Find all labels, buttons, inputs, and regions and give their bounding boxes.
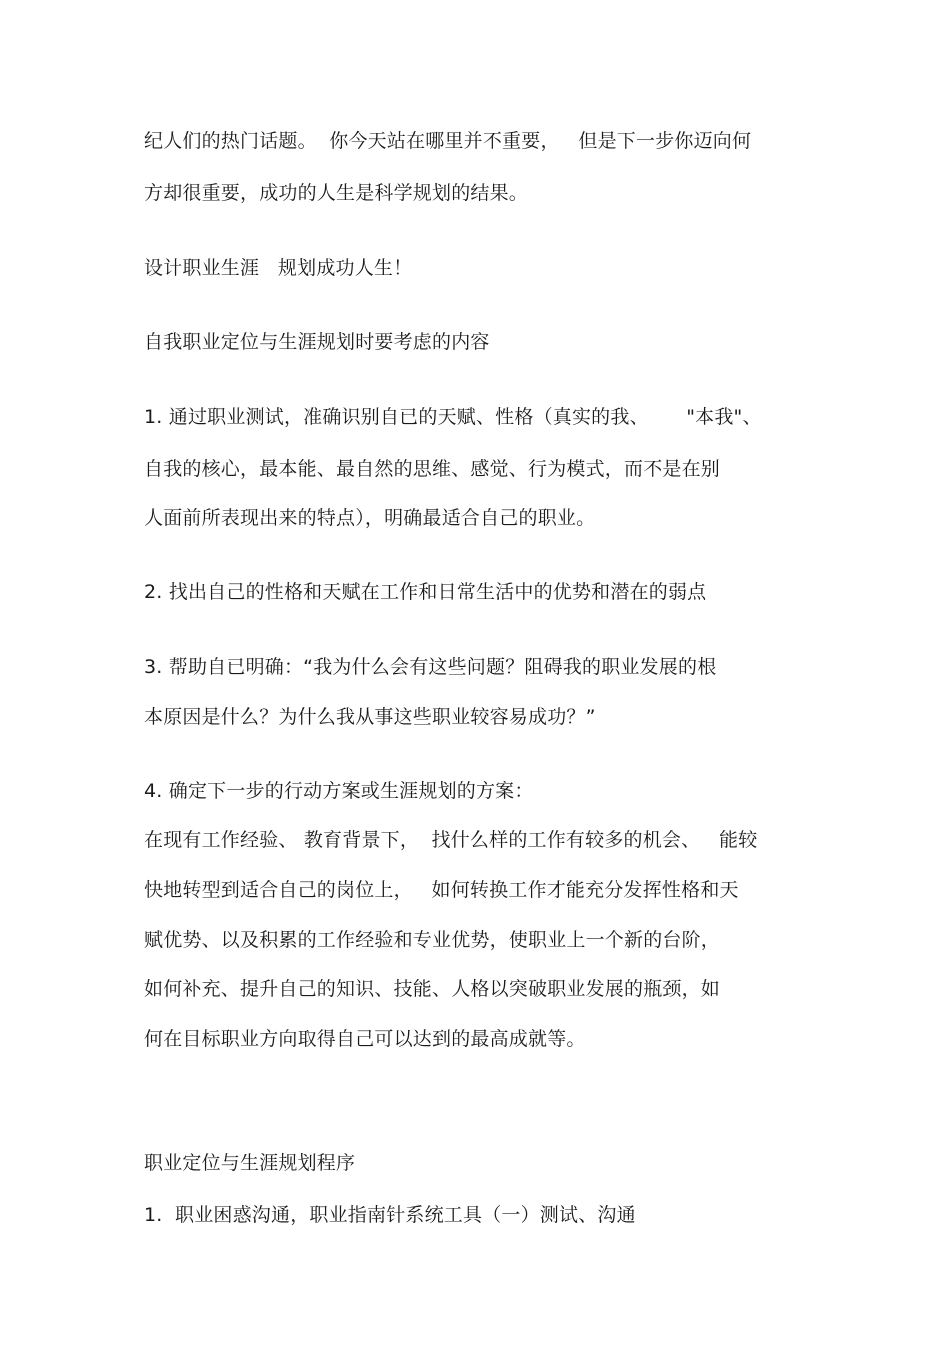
text-line: 快地转型到适合自己的岗位上， 如何转换工作才能充分发挥性格和天 bbox=[144, 879, 739, 901]
text-line: 在现有工作经验、 教育背景下， 找什么样的工作有较多的机会、 能较 bbox=[144, 829, 758, 851]
text-line: 方却很重要，成功的人生是科学规划的结果。 bbox=[144, 182, 529, 204]
text-line: 赋优势、以及积累的工作经验和专业优势，使职业上一个新的台阶， bbox=[144, 929, 721, 951]
text-line: 自我的核心，最本能、最自然的思维、感觉、行为模式，而不是在别 bbox=[144, 458, 721, 480]
section-heading: 设计职业生涯 规划成功人生！ bbox=[144, 257, 413, 279]
text-line: 人面前所表现出来的特点），明确最适合自己的职业。 bbox=[144, 507, 596, 529]
text-line: 如何补充、提升自己的知识、技能、人格以突破职业发展的瓶颈，如 bbox=[144, 978, 721, 1000]
text-line: 纪人们的热门话题。 你今天站在哪里并不重要， 但是下一步你迈向何 bbox=[144, 130, 752, 152]
list-item: 1. 职业困惑沟通，职业指南针系统工具（一）测试、沟通 bbox=[144, 1204, 636, 1226]
section-heading: 职业定位与生涯规划程序 bbox=[144, 1152, 356, 1174]
list-item: 4. 确定下一步的行动方案或生涯规划的方案： bbox=[144, 780, 534, 802]
text-line: 何在目标职业方向取得自己可以达到的最高成就等。 bbox=[144, 1028, 586, 1050]
text-line: 本原因是什么？为什么我从事这些职业较容易成功？” bbox=[144, 706, 596, 728]
list-item: 3. 帮助自已明确：“我为什么会有这些问题？阻碍我的职业发展的根 bbox=[144, 656, 717, 678]
section-heading: 自我职业定位与生涯规划时要考虑的内容 bbox=[144, 331, 490, 353]
list-item: 1. 通过职业测试，准确识别自已的天赋、性格（真实的我、 "本我"、 bbox=[144, 406, 762, 428]
list-item: 2. 找出自己的性格和天赋在工作和日常生活中的优势和潜在的弱点 bbox=[144, 581, 707, 603]
